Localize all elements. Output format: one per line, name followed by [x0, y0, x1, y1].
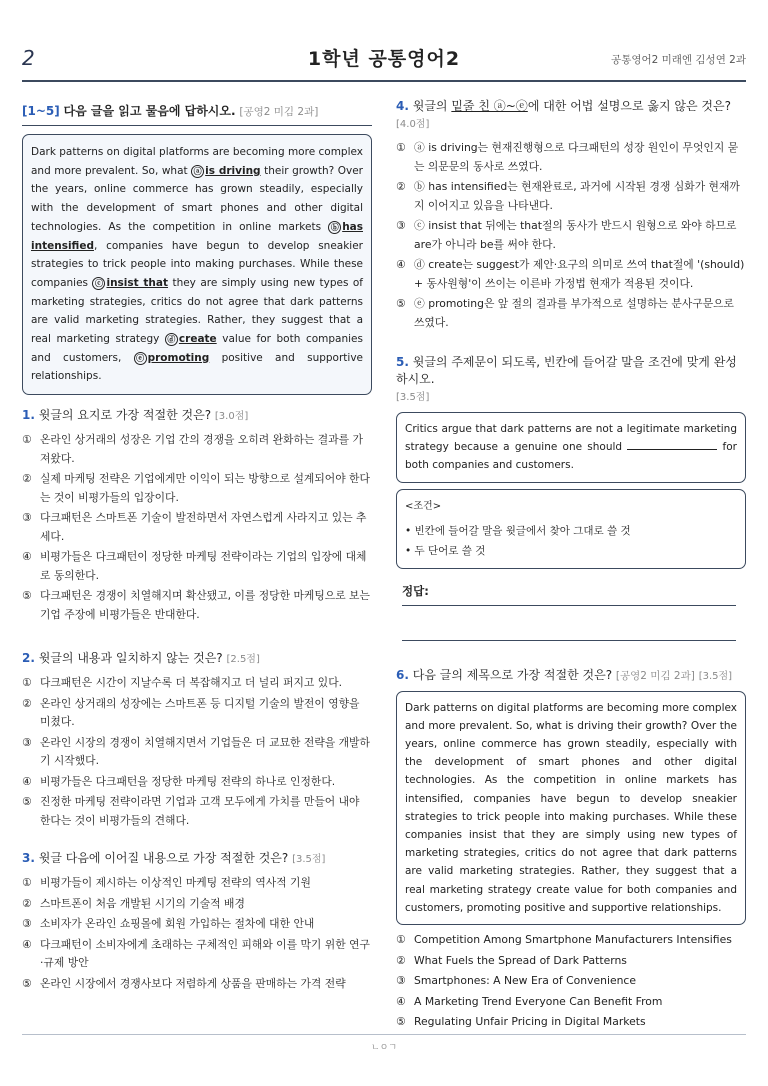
question-6: [396, 667, 746, 1032]
question-text: 윗글의 내용과 일치하지 않는 것은?: [38, 651, 223, 666]
underline-e: promoting: [147, 351, 210, 364]
choice[interactable]: [396, 972, 746, 991]
choice-number: ①: [396, 933, 406, 947]
conditions-box: [396, 489, 746, 569]
choice[interactable]: [396, 931, 746, 950]
page-number: 2: [22, 46, 35, 70]
choice-text: 스마트폰이 처음 개발된 시기의 기술적 배경: [40, 896, 245, 910]
condition-item: • 두 단어로 쓸 것: [405, 544, 486, 557]
choice-text: 소비자가 온라인 쇼핑몰에 회원 가입하는 절차에 대한 안내: [40, 917, 315, 931]
choice-number: ②: [396, 953, 406, 967]
footer-page-text: ㄴㅇㄱ: [370, 1043, 398, 1053]
passage-text: their growth? Over the years, online commerce has grown steadily, especially with the development of smart phones and other digital technologies. As the competition in online markets: [31, 164, 364, 233]
choice-text: 진정한 마케팅 전략이라면 기업과 고객 모두에게 가치를 만들어 내야 한다는 것이 비평가들의 견해다.: [40, 795, 360, 827]
choice-text: 온라인 상거래의 성장에는 스마트폰 등 디지털 기술의 발전이 영향을 미쳤다.: [40, 696, 360, 729]
question-number: 6.: [396, 667, 409, 682]
choice[interactable]: [396, 217, 746, 254]
condition-item: • 빈칸에 들어갈 말을 윗글에서 찾아 그대로 쓸 것: [405, 524, 631, 537]
choice-number: ④: [22, 937, 32, 951]
passage-text: positive and supportive relationships.: [31, 351, 363, 383]
question-points: [3.5점]: [292, 854, 326, 866]
choice[interactable]: [396, 1013, 746, 1032]
choice-number: ④: [396, 258, 406, 271]
choice[interactable]: [22, 587, 372, 624]
section-instruction: 다음 글을 읽고 물음에 답하시오.: [63, 104, 236, 118]
choice-number: ①: [22, 876, 32, 890]
passage-text: value for both companies and customers,: [31, 333, 363, 364]
question-stem: [396, 98, 746, 133]
choice[interactable]: [396, 256, 746, 293]
question-stem: [396, 667, 746, 685]
question-5: [396, 354, 746, 641]
choice-number: ②: [22, 472, 32, 486]
question-underlined-text: 밑줄 친 ⓐ~ⓔ: [451, 99, 528, 113]
blank-line[interactable]: [627, 439, 717, 450]
choice-number: ③: [22, 511, 32, 525]
choice-number: ③: [396, 974, 406, 988]
choice[interactable]: [22, 975, 372, 994]
marker-c: ⓒ: [92, 277, 105, 290]
question-range: [1~5]: [22, 104, 60, 118]
choice[interactable]: [22, 773, 372, 792]
sentence-text: for both companies and customers.: [405, 441, 737, 472]
reading-passage-2: Dark patterns on digital platforms are becoming more complex and more prevalent. So, what is driving their growth? Over the years, online commerce has grown steadily, especially with the development of smart phones and other digital technologies. As the competition in online markets has intensified, companies have begun to develop sneakier strategies to trick people into making purchases. While these companies insist that they are simply using new types of marketing strategies, critics do not agree that dark patterns are valid marketing strategies. Rather, they suggest that a real marketing strategy create value for both companies and customers, promoting positive and supportive relationships.: [396, 691, 746, 925]
question-stem: [396, 354, 746, 406]
marker-e: ⓔ: [134, 352, 147, 365]
fill-blank-sentence-box: [396, 412, 746, 483]
choice[interactable]: [22, 915, 372, 934]
choice[interactable]: [396, 993, 746, 1012]
question-number: 1.: [22, 408, 35, 423]
choice-number: ②: [22, 896, 32, 910]
question-1: [22, 407, 372, 624]
choice-text: Smartphones: A New Era of Convenience: [414, 974, 637, 988]
choice-text: 비평가들이 제시하는 이상적인 마케팅 전략의 역사적 기원: [40, 876, 311, 890]
choice[interactable]: [396, 139, 746, 176]
question-points: [3.5점]: [698, 670, 733, 682]
choice-number: ⑤: [396, 297, 406, 310]
question-points: [3.0점]: [214, 411, 249, 423]
choice[interactable]: [22, 793, 372, 830]
choice[interactable]: [22, 734, 372, 771]
choice-text: ⓐ is driving는 현재진행형으로 다크패턴의 성장 원인이 무엇인지 묻는 의문문의 동사로 쓰였다.: [414, 141, 739, 173]
answer-line-1[interactable]: [402, 605, 736, 606]
choice[interactable]: [22, 470, 372, 507]
question-text: 윗글 다음에 이어질 내용으로 가장 적절한 것은?: [38, 851, 289, 866]
passage-text: Dark patterns on digital platforms are becoming more complex and more prevalent. So, what: [31, 146, 363, 177]
choice-number: ③: [396, 219, 406, 232]
question-stem: [22, 850, 372, 868]
sentence-text: Critics argue that dark patterns are not a legitimate marketing strategy because a genuine one should: [405, 423, 737, 454]
choice[interactable]: [396, 952, 746, 971]
left-column: [22, 94, 372, 995]
question-text: 에 대한 어법 설명으로 옳지 않은 것은?: [527, 99, 731, 113]
section-tag: [공영2 미김 2과]: [239, 106, 319, 118]
reading-passage: [22, 134, 372, 395]
answer-label: 정답:: [402, 583, 429, 598]
question-stem: [22, 650, 372, 668]
choice[interactable]: [22, 509, 372, 546]
choice-text: 다크패턴은 스마트폰 기술이 발전하면서 자연스럽게 사라지고 있는 추세다.: [40, 511, 367, 543]
conditions-list: [405, 521, 737, 561]
section-heading: [22, 94, 372, 126]
choice[interactable]: [396, 178, 746, 215]
choice-number: ①: [22, 676, 32, 690]
passage-text: they are simply using new types of marketing strategies, critics do not agree that dark patterns are valid marketing strategies. Rather, they suggest that a real marketing strategy: [31, 276, 363, 346]
choice[interactable]: [22, 874, 372, 893]
choice-text: 다크패턴이 소비자에게 초래하는 구체적인 피해와 이를 막기 위한 연구·규제 방안: [40, 937, 370, 970]
right-column: [396, 94, 746, 1034]
answer-line-2[interactable]: [402, 640, 736, 641]
question-text: 다음 글의 제목으로 가장 적절한 것은?: [412, 667, 613, 682]
choice-number: ⑤: [22, 795, 32, 809]
choice-number: ⑤: [22, 976, 32, 990]
choice-number: ④: [22, 774, 32, 788]
choice-text: 다크패턴은 시간이 지날수록 더 복잡해지고 더 널리 퍼지고 있다.: [40, 676, 343, 690]
choice-text: A Marketing Trend Everyone Can Benefit From: [414, 994, 663, 1008]
marker-a: ⓐ: [191, 165, 204, 178]
footer-rule: [22, 1034, 746, 1035]
choice-text: 온라인 시장에서 경쟁사보다 저렴하게 상품을 판매하는 가격 전략: [40, 976, 346, 990]
question-number: 4.: [396, 99, 409, 113]
choice-text: What Fuels the Spread of Dark Patterns: [414, 953, 627, 967]
question-text: 윗글의 주제문이 되도록, 빈칸에 들어갈 말을 조건에 맞게 완성하시오.: [396, 355, 737, 386]
choice-number: ②: [22, 696, 32, 710]
choice-number: ③: [22, 917, 32, 931]
choice-text: 온라인 상거래의 성장은 기업 간의 경쟁을 오히려 완화하는 결과를 가져왔다.: [40, 433, 363, 465]
choice-text: 비평가들은 다크패턴이 정당한 마케팅 전략이라는 기업의 입장에 대체로 동의한다.: [40, 550, 367, 582]
underline-c: insist that: [106, 276, 169, 289]
question-points: [3.5점]: [396, 392, 430, 403]
choice-text: ⓒ insist that 뒤에는 that절의 동사가 반드시 원형으로 와야 하므로 are가 아니라 be를 써야 한다.: [414, 219, 737, 251]
choice-text: 비평가들은 다크패턴을 정당한 마케팅 전략의 하나로 인정한다.: [40, 774, 336, 788]
choice-text: ⓓ create는 suggest가 제안·요구의 의미로 쓰여 that절에 '(should) + 동사원형'이 쓰이는 이른바 가정법 현재가 적용된 것이다.: [414, 258, 745, 290]
underline-b: has intensified: [31, 220, 363, 252]
passage-text: , companies have begun to develop sneakier strategies to trick people into making purchases. While these companies: [31, 239, 363, 289]
question-3: [22, 850, 372, 993]
question-2: [22, 650, 372, 830]
choice-number: ①: [22, 433, 32, 447]
choice-number: ②: [396, 180, 406, 193]
choice-text: 온라인 시장의 경쟁이 치열해지면서 기업들은 더 교묘한 전략을 개발하기 시작했다.: [40, 735, 370, 768]
question-stem: [22, 407, 372, 425]
choice[interactable]: [22, 695, 372, 732]
conditions-title: <조건>: [405, 500, 442, 512]
choice[interactable]: [396, 295, 746, 332]
page-header: [22, 40, 746, 82]
exam-title: 1학년 공통영어2: [307, 48, 461, 70]
choice-text: ⓑ has intensified는 현재완료로, 과거에 시작된 경쟁 심화가 현재까지 이어지고 있음을 나타낸다.: [414, 180, 740, 212]
question-4: [396, 98, 746, 332]
question-points: [4.0점]: [396, 119, 430, 130]
question-points: [2.5점]: [226, 654, 260, 666]
choice-number: ③: [22, 735, 32, 749]
choice-text: Competition Among Smartphone Manufacturers Intensifies: [414, 933, 732, 947]
choice-number: ④: [396, 994, 406, 1008]
marker-b: ⓑ: [328, 221, 341, 234]
choice[interactable]: [22, 936, 372, 973]
question-number: 5.: [396, 355, 409, 369]
question-number: 3.: [22, 851, 35, 866]
choice-number: ④: [22, 550, 32, 564]
choice-text: ⓔ promoting은 앞 절의 결과를 부가적으로 설명하는 분사구문으로 쓰였다.: [414, 297, 734, 329]
choice[interactable]: [22, 431, 372, 468]
exam-subtitle: 공통영어2 미래엔 김성연 2과: [611, 54, 746, 66]
choice[interactable]: [22, 895, 372, 914]
choice-text: Regulating Unfair Pricing in Digital Markets: [414, 1015, 646, 1029]
question-tag: [공영2 미김 2과]: [615, 669, 695, 682]
choice-number: ⑤: [22, 589, 32, 603]
choice-text: 다크패턴은 경쟁이 치열해지며 확산됐고, 이를 정당한 마케팅으로 보는 기업 주장에 비평가들은 반대한다.: [40, 589, 370, 621]
choice[interactable]: [22, 674, 372, 693]
choice-number: ①: [396, 141, 406, 154]
underline-a: is driving: [205, 164, 261, 177]
question-text: 윗글의 요지로 가장 적절한 것은?: [38, 408, 212, 423]
underline-d: create: [178, 333, 217, 346]
choice-number: ⑤: [396, 1015, 406, 1029]
choice-text: 실제 마케팅 전략은 기업에게만 이익이 되는 방향으로 설계되어야 한다는 것이 비평가들의 입장이다.: [40, 472, 370, 504]
question-text: 윗글의: [412, 99, 452, 113]
marker-d: ⓓ: [165, 333, 178, 346]
choice[interactable]: [22, 548, 372, 585]
question-number: 2.: [22, 651, 35, 666]
